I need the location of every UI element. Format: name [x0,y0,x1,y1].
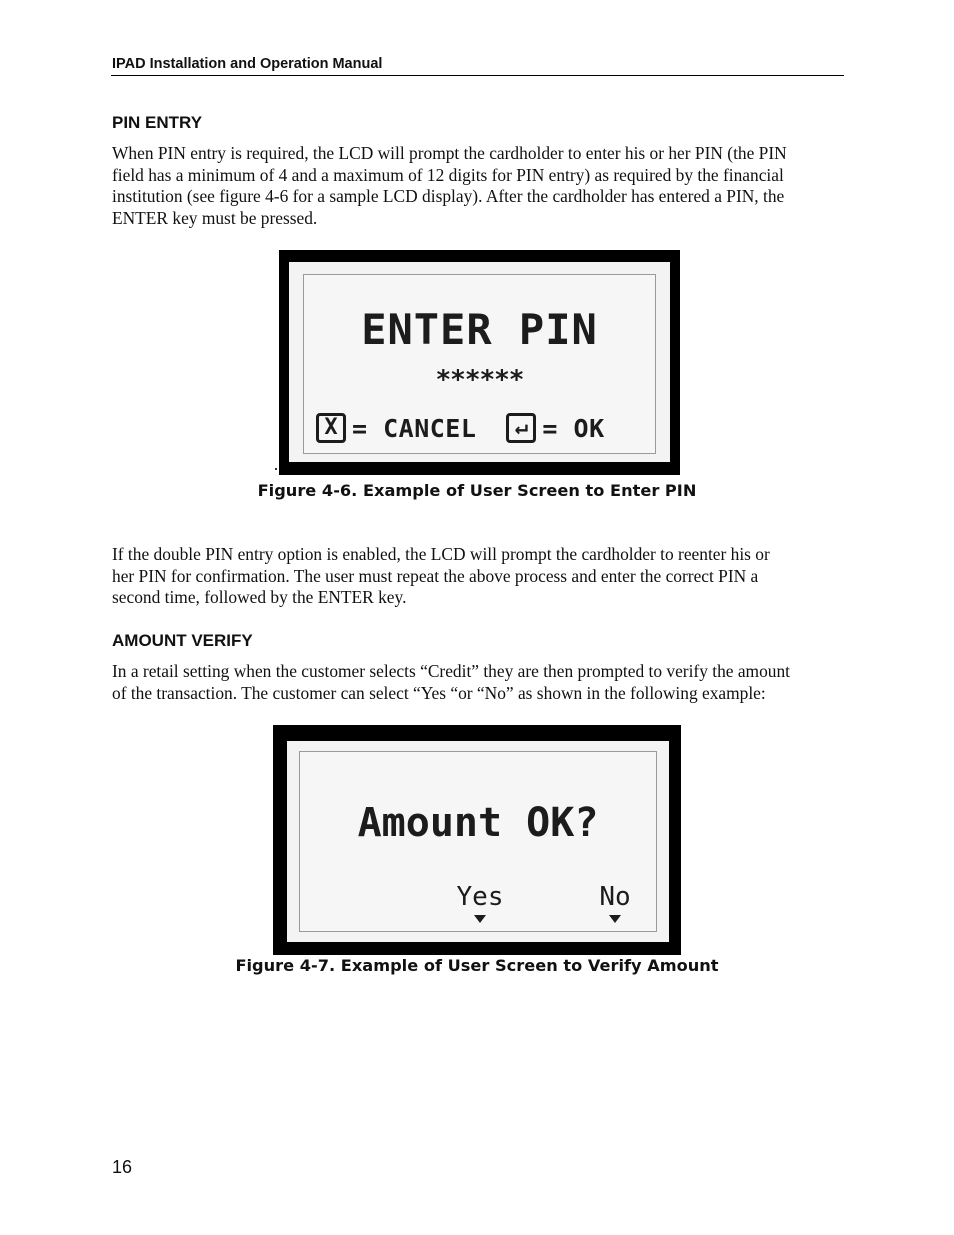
pin-entry-paragraph [112,143,848,230]
double-pin-paragraph [112,544,848,609]
pin-entry-line-2: field has a minimum of 4 and a maximum of 12 digits for PIN entry) as required by the financial [112,164,784,185]
amount-ok-lcd-figure [273,725,681,955]
enter-key-icon: ↵ [506,413,536,443]
lcd-key-row [316,413,605,443]
pin-entry-line-4: ENTER key must be pressed. [112,208,318,229]
pin-entry-heading: PIN ENTRY [112,113,203,132]
amount-verify-paragraph [112,661,848,704]
double-pin-line-3: second time, followed by the ENTER key. [112,587,407,608]
ok-label: = OK [542,413,605,443]
amount-verify-line-1: In a retail setting when the customer selects “Credit” they are then prompted to verify the amount [112,661,791,681]
lcd-amount-ok-title: Amount OK? [357,800,599,846]
amount-verify-heading: AMOUNT VERIFY [112,631,253,650]
cancel-label: = CANCEL [352,413,477,443]
pin-entry-line-3: institution (see figure 4-6 for a sample LCD display). After the cardholder has entered a PIN, the [112,186,785,207]
figure-4-7-caption: Figure 4-7. Example of User Screen to Verify Amount [235,956,719,975]
figure-4-6-caption: Figure 4-6. Example of User Screen to Enter PIN [257,481,697,500]
cancel-key-icon: X [316,413,346,443]
lcd-panel [287,741,669,942]
lcd-inner-border [299,751,657,932]
running-header: IPAD Installation and Operation Manual [112,56,383,72]
lcd-enter-pin-title: ENTER PIN [361,305,598,354]
stray-dot [275,468,277,470]
lcd-panel [289,262,670,462]
double-pin-line-1: If the double PIN entry option is enabled, the LCD will prompt the cardholder to reenter his or [112,544,770,564]
double-pin-line-2: her PIN for confirmation. The user must repeat the above process and enter the correct PIN a [112,565,759,586]
page-number: 16 [112,1157,133,1177]
header-rule [111,75,844,76]
yes-arrow-icon [474,915,486,923]
lcd-inner-border [303,274,656,454]
no-arrow-icon [609,915,621,923]
lcd-masked-pin: ****** [435,365,524,395]
lcd-no-label: No [599,882,631,912]
amount-verify-line-2: of the transaction. The customer can select “Yes “or “No” as shown in the following example: [112,682,766,703]
enter-pin-lcd-figure [279,250,680,475]
lcd-yes-label: Yes [456,882,504,912]
pin-entry-line-1: When PIN entry is required, the LCD will prompt the cardholder to enter his or her PIN (the PIN [112,143,787,163]
